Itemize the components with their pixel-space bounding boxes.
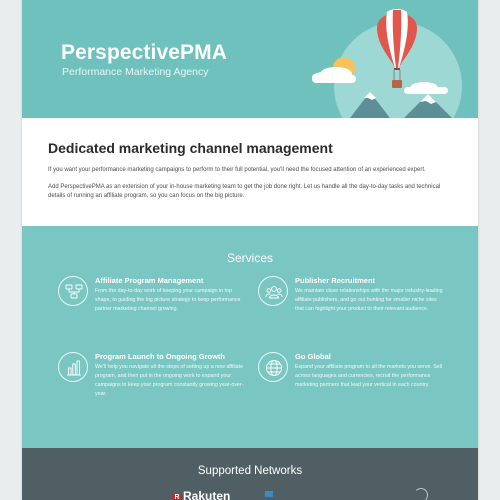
rakuten-logo[interactable]: [172, 489, 230, 500]
brand-logo[interactable]: PerspectivePMA: [61, 41, 227, 64]
service-title: Publisher Recruitment: [295, 276, 376, 285]
people-group-icon: [258, 276, 288, 306]
chat-bubbles-icon: [58, 276, 88, 306]
rakuten-wordmark: Rakuten: [183, 489, 231, 500]
hot-air-balloon-illustration: [272, 0, 478, 118]
hero-header: [22, 0, 478, 118]
service-title: Program Launch to Ongoing Growth: [95, 352, 225, 361]
intro-title: Dedicated marketing channel management: [48, 140, 333, 156]
service-description: We'll help you navigate all the steps of setting up a new affiliate program, and then put in the ongoing work to expand your campaigns to keep your program constantly growing year-over-year.: [95, 364, 244, 397]
networks-title: Supported Networks: [197, 465, 303, 477]
brand-tagline: Performance Marketing Agency: [62, 66, 209, 78]
service-description: We maintain close relationships with the major industry-leading affiliate publishers, and go out hunting for smaller niche sites that can highlight your product to their relevant audience.: [295, 288, 443, 312]
bar-chart-icon: [58, 352, 88, 382]
services-title: Services: [226, 251, 273, 265]
networks-section: [22, 448, 478, 500]
service-title: Go Global: [295, 352, 331, 361]
rakuten-mark-icon: R: [172, 493, 182, 500]
intro-paragraph-2: Add PerspectivePMA as an extension of your in-house marketing team to get the job done right. Let us handle all the day-to-day tasks and technical details of running an affiliate program, so you can focus on the big picture.: [48, 183, 441, 199]
service-description: Expand your affiliate program to all the markets you serve. Sell across languages and currencies, recruit the performance marketing partners that lead your vertical in each country.: [295, 364, 443, 388]
intro-section: [22, 118, 478, 226]
network-logo-partial[interactable]: [265, 491, 273, 497]
intro-paragraph-1: If you want your performance marketing campaigns to perform to their full potential, you'll need the focused attention of an experienced expert.: [48, 167, 426, 173]
service-title: Affiliate Program Management: [95, 276, 204, 285]
email-page: [22, 0, 478, 500]
services-section: [22, 226, 478, 448]
globe-icon: [258, 352, 288, 382]
service-description: From the day-to-day work of keeping your campaign in top shape, to guiding the big picture strategy to keep performance partner marketing channel growing.: [95, 288, 241, 312]
network-logo-arc-icon[interactable]: [414, 488, 428, 500]
